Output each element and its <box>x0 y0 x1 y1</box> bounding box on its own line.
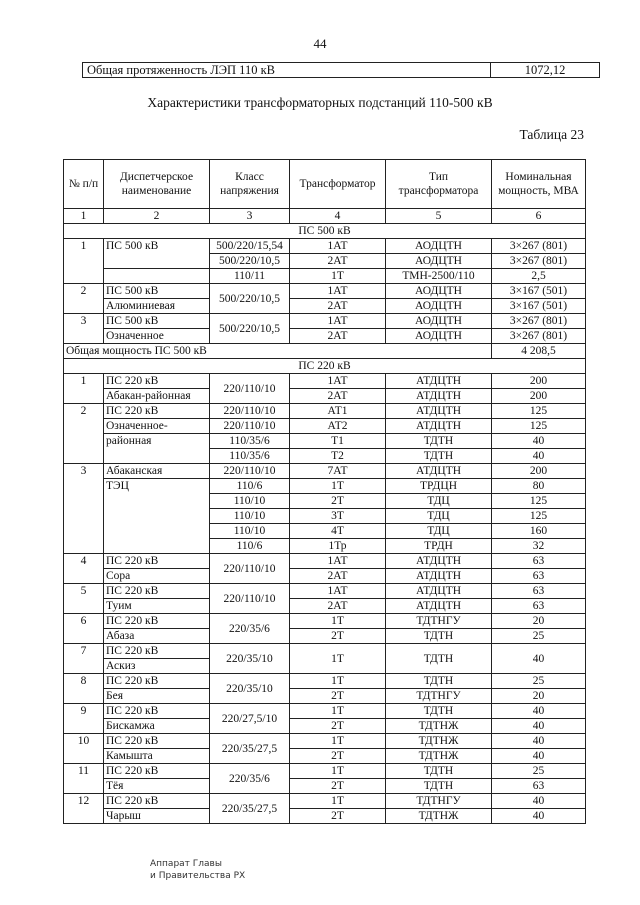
voltage-class: 220/110/10 <box>210 554 290 584</box>
transformer-type: АТДЦТН <box>386 584 492 599</box>
page-number: 44 <box>313 36 327 51</box>
transformer-type: ТДЦ <box>386 494 492 509</box>
table-row <box>64 569 586 584</box>
rated-power: 3×267 (801) <box>492 254 586 269</box>
substation-name: ПС 500 кВ <box>104 284 210 299</box>
transformer-type: АОДЦТН <box>386 314 492 329</box>
transformer: 1АТ <box>290 239 386 254</box>
substation-name: Абаканская <box>104 464 210 479</box>
total-line-length-label: Общая протяженность ЛЭП 110 кВ <box>83 63 491 77</box>
voltage-class: 110/10 <box>210 494 290 509</box>
voltage-class: 220/35/27,5 <box>210 734 290 764</box>
table-row <box>64 599 586 614</box>
transformer: 1АТ <box>290 284 386 299</box>
table-row <box>64 629 586 644</box>
substation-name: Абакан-районная <box>104 389 210 404</box>
substation-name: ПС 220 кВ <box>104 554 210 569</box>
total-power-row <box>64 344 586 359</box>
col-number: 4 <box>290 209 386 224</box>
row-number: 1 <box>64 374 104 404</box>
rated-power: 25 <box>492 764 586 779</box>
col-number: 3 <box>210 209 290 224</box>
rated-power: 125 <box>492 494 586 509</box>
transformer-type: АТДЦТН <box>386 374 492 389</box>
substation-name: Бея <box>104 689 210 704</box>
col-header-voltage: Класс напряжения <box>210 160 290 209</box>
substation-name: Абаза <box>104 629 210 644</box>
transformer-type: ТДТН <box>386 779 492 794</box>
substation-name: Бискамжа <box>104 719 210 734</box>
transformer-type: ТДТН <box>386 644 492 674</box>
section-row <box>64 224 586 239</box>
table-row <box>64 719 586 734</box>
transformer-type: ТДЦ <box>386 524 492 539</box>
row-number: 2 <box>64 404 104 464</box>
substation-name: ПС 220 кВ <box>104 674 210 689</box>
rated-power: 63 <box>492 779 586 794</box>
voltage-class: 220/27,5/10 <box>210 704 290 734</box>
voltage-class: 110/35/6 <box>210 449 290 464</box>
transformer-type: ТДТНГУ <box>386 614 492 629</box>
voltage-class: 220/110/10 <box>210 584 290 614</box>
col-header-name: Диспетчерское наименование <box>104 160 210 209</box>
transformer: 1Т <box>290 614 386 629</box>
rated-power: 40 <box>492 734 586 749</box>
rated-power: 3×167 (501) <box>492 284 586 299</box>
transformer: 2Т <box>290 779 386 794</box>
transformer: АТ2 <box>290 419 386 434</box>
rated-power: 40 <box>492 704 586 719</box>
transformer: 1Т <box>290 644 386 674</box>
substation-name: ПС 220 кВ <box>104 374 210 389</box>
voltage-class: 110/6 <box>210 539 290 554</box>
footer-line: и Правительства РХ <box>150 871 246 881</box>
rated-power: 125 <box>492 404 586 419</box>
transformer-type: АОДЦТН <box>386 239 492 254</box>
row-number: 9 <box>64 704 104 734</box>
section-row <box>64 359 586 374</box>
voltage-class: 500/220/10,5 <box>210 314 290 344</box>
table-row <box>64 374 586 389</box>
transformer: 1АТ <box>290 584 386 599</box>
transformer: 2Т <box>290 629 386 644</box>
voltage-class: 110/35/6 <box>210 434 290 449</box>
transformer-type: ТДТН <box>386 764 492 779</box>
voltage-class: 220/110/10 <box>210 464 290 479</box>
table-row <box>64 419 586 434</box>
transformer: 1Т <box>290 704 386 719</box>
transformer: 2АТ <box>290 569 386 584</box>
col-header-transformer: Трансформатор <box>290 160 386 209</box>
table-row <box>64 269 586 284</box>
table-row <box>64 704 586 719</box>
transformer-type: АТДЦТН <box>386 554 492 569</box>
substation-name: ПС 500 кВ <box>104 239 210 269</box>
voltage-class: 500/220/10,5 <box>210 284 290 314</box>
voltage-class: 220/35/10 <box>210 644 290 674</box>
total-power-value: 4 208,5 <box>492 344 586 359</box>
table-row <box>64 479 586 494</box>
col-header-number: № п/п <box>64 160 104 209</box>
substation-name: Сора <box>104 569 210 584</box>
row-number: 4 <box>64 554 104 584</box>
table-row <box>64 584 586 599</box>
transformer: 1Т <box>290 734 386 749</box>
transformer: 3Т <box>290 509 386 524</box>
transformer: 2Т <box>290 494 386 509</box>
transformer-type: ТДЦ <box>386 509 492 524</box>
total-line-length-row <box>82 62 600 78</box>
transformer-type: ТДТН <box>386 704 492 719</box>
table-row <box>64 464 586 479</box>
row-number: 3 <box>64 314 104 344</box>
section-heading: Характеристики трансформаторных подстанций 110-500 кВ <box>147 95 493 110</box>
transformer-type: ТДТН <box>386 434 492 449</box>
transformer: 1Т <box>290 269 386 284</box>
table-row <box>64 404 586 419</box>
transformer: 2АТ <box>290 254 386 269</box>
transformer: 2Т <box>290 689 386 704</box>
transformer: 2АТ <box>290 299 386 314</box>
transformer: 1АТ <box>290 314 386 329</box>
substation-name: ПС 220 кВ <box>104 614 210 629</box>
substation-name: ПС 220 кВ <box>104 764 210 779</box>
transformer: 1Т <box>290 479 386 494</box>
transformer: АТ1 <box>290 404 386 419</box>
substation-name: ПС 220 кВ <box>104 704 210 719</box>
row-number: 3 <box>64 464 104 554</box>
footer-watermark <box>150 858 245 882</box>
table-row <box>64 674 586 689</box>
row-number: 12 <box>64 794 104 824</box>
substation-name: Чарыш <box>104 809 210 824</box>
transformer-type: ТМН-2500/110 <box>386 269 492 284</box>
rated-power: 40 <box>492 434 586 449</box>
rated-power: 20 <box>492 689 586 704</box>
rated-power: 80 <box>492 479 586 494</box>
transformer: 1Т <box>290 794 386 809</box>
transformer-type: ТРДЦН <box>386 479 492 494</box>
substation-name: Тёя <box>104 779 210 794</box>
row-number: 7 <box>64 644 104 674</box>
col-number: 5 <box>386 209 492 224</box>
voltage-class: 220/110/10 <box>210 374 290 404</box>
voltage-class: 220/35/6 <box>210 764 290 794</box>
transformer: 2Т <box>290 809 386 824</box>
voltage-class: 110/10 <box>210 509 290 524</box>
table-row <box>64 284 586 299</box>
table-row <box>64 239 586 254</box>
transformer-type: ТРДН <box>386 539 492 554</box>
rated-power: 200 <box>492 464 586 479</box>
transformer: 1АТ <box>290 374 386 389</box>
transformer-type: ТДТН <box>386 629 492 644</box>
substation-name: Аскиз <box>104 659 210 674</box>
rated-power: 32 <box>492 539 586 554</box>
rated-power: 200 <box>492 389 586 404</box>
table-row <box>64 749 586 764</box>
col-number: 2 <box>104 209 210 224</box>
table-row <box>64 644 586 659</box>
rated-power: 125 <box>492 419 586 434</box>
substation-name: ПС 220 кВ <box>104 644 210 659</box>
transformer-type: АТДЦТН <box>386 569 492 584</box>
transformer-type: ТДТНЖ <box>386 809 492 824</box>
transformer-type: ТДТНЖ <box>386 749 492 764</box>
substation-name: ПС 220 кВ <box>104 734 210 749</box>
table-row <box>64 809 586 824</box>
voltage-class: 500/220/10,5 <box>210 254 290 269</box>
total-power-label: Общая мощность ПС 500 кВ <box>64 344 492 359</box>
voltage-class: 220/35/10 <box>210 674 290 704</box>
rated-power: 3×267 (801) <box>492 239 586 254</box>
row-number: 2 <box>64 284 104 314</box>
table-row <box>64 554 586 569</box>
voltage-class: 500/220/15,54 <box>210 239 290 254</box>
substation-name: Туим <box>104 599 210 614</box>
table-row <box>64 779 586 794</box>
transformer-type: АТДЦТН <box>386 599 492 614</box>
transformer-type: ТДТНГУ <box>386 794 492 809</box>
voltage-class: 110/10 <box>210 524 290 539</box>
voltage-class: 220/35/6 <box>210 614 290 644</box>
transformer-type: ТДТНГУ <box>386 689 492 704</box>
substation-name: Означенное <box>104 329 210 344</box>
table-row <box>64 614 586 629</box>
voltage-class: 220/35/27,5 <box>210 794 290 824</box>
transformer-type: АОДЦТН <box>386 254 492 269</box>
col-header-type: Тип трансформатора <box>386 160 492 209</box>
section-title: ПС 220 кВ <box>64 359 586 374</box>
rated-power: 160 <box>492 524 586 539</box>
transformer: 2Т <box>290 749 386 764</box>
rated-power: 40 <box>492 794 586 809</box>
table-label: Таблица 23 <box>519 127 584 142</box>
substation-name <box>104 269 210 284</box>
col-header-power: Номинальная мощность, МВА <box>492 160 586 209</box>
table-row <box>64 689 586 704</box>
transformer-type: ТДТН <box>386 674 492 689</box>
row-number: 6 <box>64 614 104 644</box>
rated-power: 63 <box>492 554 586 569</box>
row-number: 10 <box>64 734 104 764</box>
rated-power: 25 <box>492 629 586 644</box>
transformer: 2Т <box>290 719 386 734</box>
transformer: 1Т <box>290 674 386 689</box>
rated-power: 40 <box>492 449 586 464</box>
rated-power: 3×167 (501) <box>492 299 586 314</box>
voltage-class: 220/110/10 <box>210 419 290 434</box>
transformer: 1Т <box>290 764 386 779</box>
substation-name: ТЭЦ <box>104 479 210 554</box>
rated-power: 63 <box>492 569 586 584</box>
transformer: 7АТ <box>290 464 386 479</box>
rated-power: 20 <box>492 614 586 629</box>
row-number: 8 <box>64 674 104 704</box>
table-row <box>64 734 586 749</box>
rated-power: 125 <box>492 509 586 524</box>
transformer: 4Т <box>290 524 386 539</box>
substation-name: районная <box>104 434 210 464</box>
row-number: 1 <box>64 239 104 284</box>
footer-line: Аппарат Главы <box>150 859 222 869</box>
rated-power: 40 <box>492 809 586 824</box>
voltage-class: 220/110/10 <box>210 404 290 419</box>
transformer: 2АТ <box>290 329 386 344</box>
rated-power: 2,5 <box>492 269 586 284</box>
table-row <box>64 389 586 404</box>
transformer-type: АТДЦТН <box>386 404 492 419</box>
table-header-row <box>64 160 586 209</box>
section-title: ПС 500 кВ <box>64 224 586 239</box>
table-row <box>64 299 586 314</box>
transformer-type: АТДЦТН <box>386 464 492 479</box>
row-number: 5 <box>64 584 104 614</box>
transformer: 1АТ <box>290 554 386 569</box>
rated-power: 200 <box>492 374 586 389</box>
table-row <box>64 794 586 809</box>
substation-name: ПС 220 кВ <box>104 584 210 599</box>
transformer-type: АТДЦТН <box>386 389 492 404</box>
substation-name: Алюминиевая <box>104 299 210 314</box>
transformer: 1Тр <box>290 539 386 554</box>
transformer-type: АОДЦТН <box>386 329 492 344</box>
transformer-type: АОДЦТН <box>386 299 492 314</box>
rated-power: 40 <box>492 749 586 764</box>
transformer-type: ТДТН <box>386 449 492 464</box>
transformer: Т1 <box>290 434 386 449</box>
total-line-length-value: 1072,12 <box>524 63 566 77</box>
rated-power: 3×267 (801) <box>492 329 586 344</box>
table-row <box>64 314 586 329</box>
col-number: 1 <box>64 209 104 224</box>
transformer: Т2 <box>290 449 386 464</box>
substation-name: ПС 220 кВ <box>104 404 210 419</box>
transformer-type: ТДТНЖ <box>386 719 492 734</box>
substation-name: ПС 500 кВ <box>104 314 210 329</box>
rated-power: 40 <box>492 644 586 674</box>
voltage-class: 110/11 <box>210 269 290 284</box>
transformer-type: ТДТНЖ <box>386 734 492 749</box>
rated-power: 40 <box>492 719 586 734</box>
column-number-row <box>64 209 586 224</box>
substation-name: Означенное- <box>104 419 210 434</box>
transformer-type: АТДЦТН <box>386 419 492 434</box>
transformer-type: АОДЦТН <box>386 284 492 299</box>
voltage-class: 110/6 <box>210 479 290 494</box>
rated-power: 63 <box>492 599 586 614</box>
rated-power: 63 <box>492 584 586 599</box>
table-row <box>64 329 586 344</box>
substation-name: Камышта <box>104 749 210 764</box>
rated-power: 25 <box>492 674 586 689</box>
rated-power: 3×267 (801) <box>492 314 586 329</box>
row-number: 11 <box>64 764 104 794</box>
transformer: 2АТ <box>290 389 386 404</box>
table-row <box>64 434 586 449</box>
substation-name: ПС 220 кВ <box>104 794 210 809</box>
substations-table <box>63 159 586 824</box>
table-row <box>64 764 586 779</box>
transformer: 2АТ <box>290 599 386 614</box>
col-number: 6 <box>492 209 586 224</box>
